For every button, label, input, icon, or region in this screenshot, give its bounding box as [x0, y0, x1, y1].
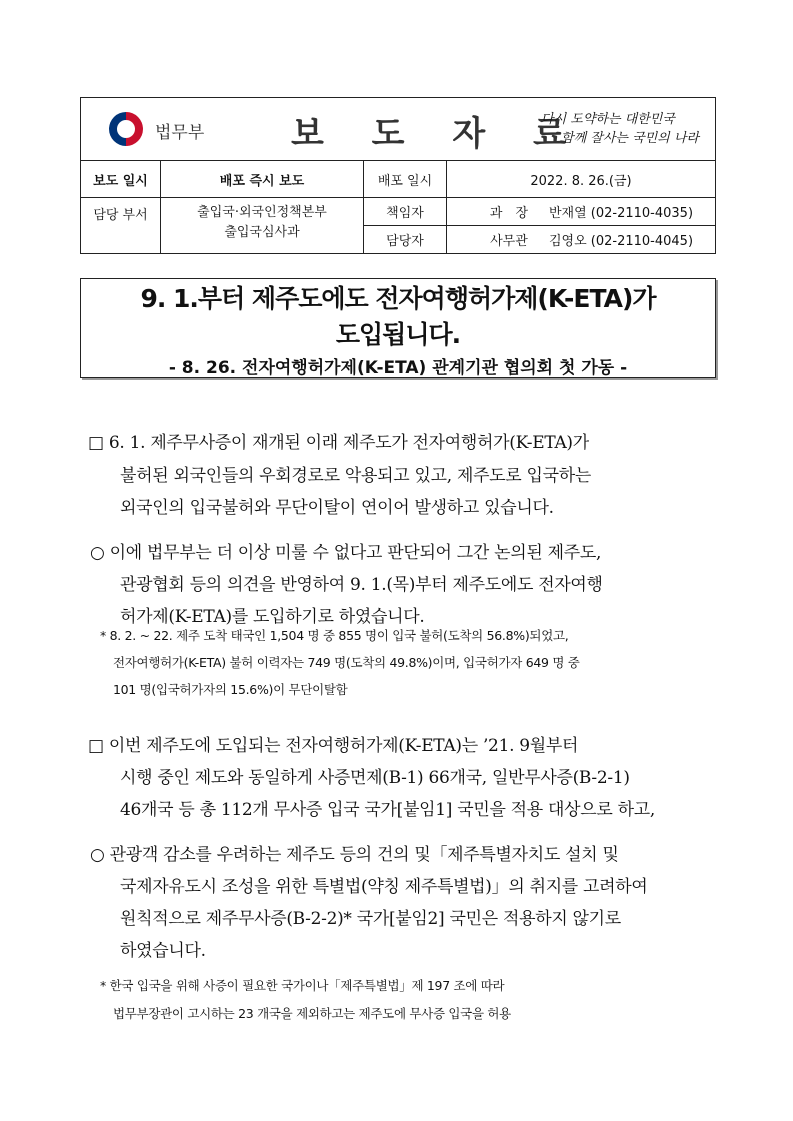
staff-title: 사무관: [490, 234, 528, 249]
subtitle: - 8. 26. 전자여행허가제(K-ETA) 관계기관 협의회 첫 가동 -: [168, 358, 628, 378]
footnote-line: 101 명(입국허가자의 15.6%)이 무단이탈함: [113, 682, 348, 697]
footnote-line: 법무부장관이 고시하는 23 개국을 제외하고는 제주도에 무사증 입국을 허용: [113, 1006, 511, 1021]
body-line: 원칙적으로 제주무사증(B-2-2)* 국가[붙임2] 국민은 적용하지 않기로: [120, 909, 621, 929]
dept-line: 출입국·외국인정책본부: [197, 205, 327, 220]
resp-title: 과 장: [489, 206, 529, 221]
body-line: 하였습니다.: [120, 941, 206, 961]
body-line: 시행 중인 제도와 동일하게 사증면제(B-1) 66개국, 일반무사증(B-2-1): [120, 768, 630, 788]
body-line: □ 이번 제주도에 도입되는 전자여행허가제(K-ETA)는 ’21. 9월부터: [88, 736, 579, 756]
body-line: 국제자유도시 조성을 위한 특별법(약칭 제주특별법)」의 취지를 고려하여: [120, 877, 648, 897]
release-value: 배포 즉시 보도: [161, 161, 364, 198]
body-line: ○ 관광객 감소를 우려하는 제주도 등의 건의 및「제주특별자치도 설치 및: [90, 845, 619, 865]
body-line: 46개국 등 총 112개 무사증 입국 국가[붙임1] 국민을 적용 대상으로 하고,: [120, 800, 655, 820]
dept-label: 담당 부서: [81, 198, 161, 254]
headline-box: [80, 278, 716, 378]
slogan-line: 함께 잘사는 국민의 나라: [561, 131, 699, 146]
header-table: [80, 97, 716, 254]
dept-value: [161, 198, 364, 254]
body-line: □ 6. 1. 제주무사증이 재개된 이래 제주도가 전자여행허가(K-ETA)가: [88, 433, 589, 453]
resp-name: 반재열 (02-2110-4035): [548, 206, 694, 221]
press-release-title: 보 도 자 료: [291, 114, 584, 154]
footnote-line: 전자여행허가(K-ETA) 불허 이력자는 749 명(도착의 49.8%)이며, 입국허가자 649 명 중: [113, 655, 580, 670]
body-line: 관광협회 등의 의견을 반영하여 9. 1.(목)부터 제주도에도 전자여행: [120, 575, 603, 595]
resp-label: 책임자: [364, 198, 447, 226]
dept-line: 출입국심사과: [224, 225, 300, 240]
release-label: 보도 일시: [81, 161, 161, 198]
staff-name: 김영오 (02-2110-4045): [548, 234, 694, 249]
slogan-line: 다시 도약하는 대한민국: [541, 112, 675, 127]
body-line: 불허된 외국인들의 우회경로로 악용되고 있고, 제주도로 입국하는: [120, 466, 592, 486]
body-line: ○ 이에 법무부는 더 이상 미룰 수 없다고 판단되어 그간 논의된 제주도,: [90, 543, 602, 563]
staff-label: 담당자: [364, 226, 447, 254]
body-line: 외국인의 입국불허와 무단이탈이 연이어 발생하고 있습니다.: [120, 498, 554, 518]
ministry-name: 법무부: [155, 123, 205, 143]
headline-line: 9. 1.부터 제주도에도 전자여행허가제(K-ETA)가: [140, 284, 656, 313]
headline-line: 도입됩니다.: [335, 320, 461, 349]
dist-value: 2022. 8. 26.(금): [447, 161, 716, 198]
footnote-line: * 8. 2. ~ 22. 제주 도착 태국인 1,504 명 중 855 명이 입국 불허(도착의 56.8%)되었고,: [100, 628, 569, 643]
footnote-line: * 한국 입국을 위해 사증이 필요한 국가이나「제주특별법」제 197 조에 따라: [100, 978, 505, 993]
slogan: [541, 110, 699, 148]
dist-label: 배포 일시: [364, 161, 447, 198]
ministry-logo-icon: [109, 112, 143, 146]
body-line: 허가제(K-ETA)를 도입하기로 하였습니다.: [120, 607, 425, 627]
